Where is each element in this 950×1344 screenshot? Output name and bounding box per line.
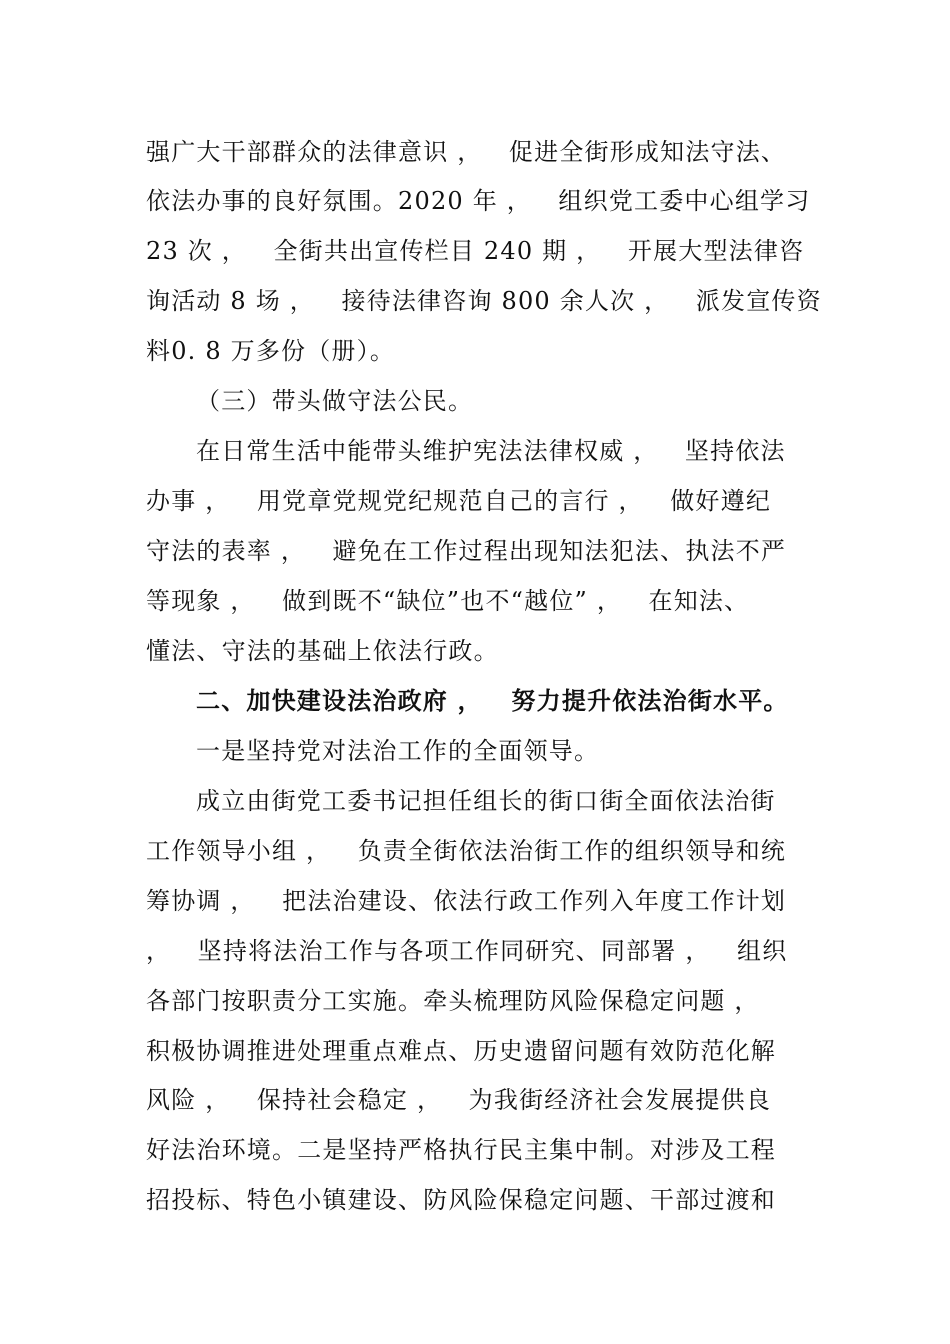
text-line: 懂法、守法的基础上依法行政。 [146,637,499,665]
text-line: 23 次 ， 全街共出宣传栏目 240 期 ， 开展大型法律咨 [146,237,805,265]
text-line: 依法办事的良好氛围。2020 年 ， 组织党工委中心组学习 [146,187,811,215]
text-line: 强广大干部群众的法律意识 ， 促进全街形成知法守法、 [146,138,787,166]
text-line: 料0. 8 万多份（册）。 [146,337,396,365]
text-line: 询活动 8 场 ， 接待法律咨询 800 余人次 ， 派发宣传资 [146,287,822,315]
text-line: 在日常生活中能带头维护宪法法律权威 ， 坚持依法 [196,437,786,465]
text-line: 筹协调 ， 把法治建设、依法行政工作列入年度工作计划 [146,887,787,915]
text-line: 积极协调推进处理重点难点、历史遗留问题有效防范化解 [146,1037,776,1065]
text-line: 工作领导小组 ， 负责全街依法治街工作的组织领导和统 [146,837,787,865]
text-line: 守法的表率 ， 避免在工作过程出现知法犯法、执法不严 [146,537,787,565]
text-line: 风险 ， 保持社会稳定 ， 为我街经济社会发展提供良 [146,1086,772,1114]
text-line: 好法治环境。二是坚持严格执行民主集中制。对涉及工程 [146,1136,776,1164]
text-line: 成立由街党工委书记担任组长的街口街全面依法治街 [196,787,776,815]
text-line: 招投标、特色小镇建设、防风险保稳定问题、干部过渡和 [146,1186,776,1214]
chapter-heading: 二、加快建设法治政府 ， 努力提升依法治街水平。 [196,686,789,715]
text-line: 各部门按职责分工实施。牵头梳理防风险保稳定问题 ， [146,987,760,1015]
subsection-heading: 一是坚持党对法治工作的全面领导。 [196,737,600,765]
section-heading: （三）带头做守法公民。 [196,387,474,415]
text-line: 等现象 ， 做到既不“缺位”也不“越位” ， 在知法、 [146,587,750,615]
text-line: ， 坚持将法治工作与各项工作同研究、同部署 ， 组织 [146,937,788,965]
text-line: 办事 ， 用党章党规党纪规范自己的言行 ， 做好遵纪 [146,487,772,515]
